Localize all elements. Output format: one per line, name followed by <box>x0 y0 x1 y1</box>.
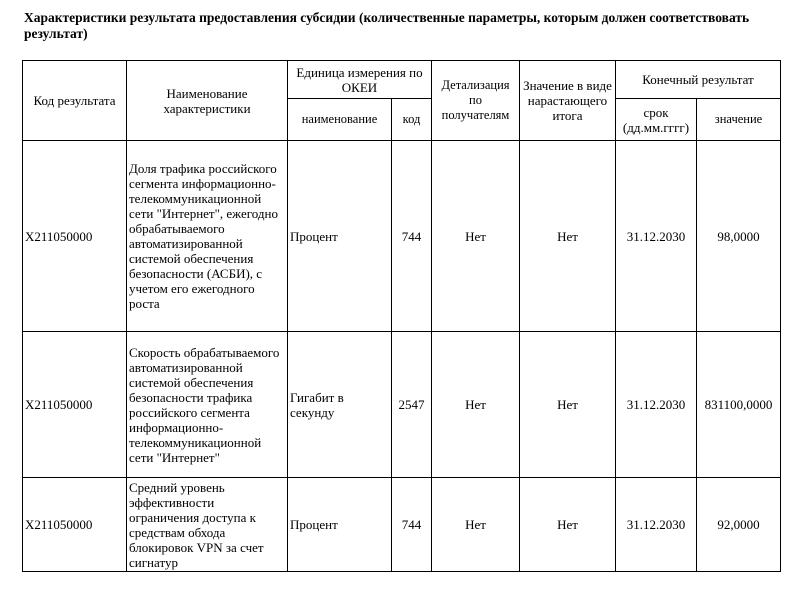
header-unit-name: наименование <box>288 99 392 141</box>
row-final-date: 31.12.2030 <box>616 478 697 572</box>
subsidy-results-table <box>22 60 781 572</box>
row-result-code: X211050000 <box>23 141 127 332</box>
table-row <box>23 141 781 332</box>
row-detail: Нет <box>432 332 520 478</box>
header-unit-code: код <box>392 99 432 141</box>
row-unit-code: 2547 <box>392 332 432 478</box>
header-final-value: значение <box>697 99 781 141</box>
row-final-value: 98,0000 <box>697 141 781 332</box>
row-final-value: 92,0000 <box>697 478 781 572</box>
row-characteristic-name: Средний уровень эффективности ограничения доступа к средствам обхода блокировок VPN за счет сигнатур <box>127 478 288 572</box>
row-final-date: 31.12.2030 <box>616 332 697 478</box>
row-unit-code: 744 <box>392 478 432 572</box>
row-detail: Нет <box>432 141 520 332</box>
row-result-code: X211050000 <box>23 478 127 572</box>
row-cumulative: Нет <box>520 478 616 572</box>
row-detail: Нет <box>432 478 520 572</box>
header-result-code: Код результата <box>23 61 127 141</box>
row-unit-code: 744 <box>392 141 432 332</box>
header-cumulative-value: Значение в виде нарастающего итога <box>520 61 616 141</box>
header-final-date: срок (дд.мм.гггг) <box>616 99 697 141</box>
row-unit-name: Процент <box>288 478 392 572</box>
header-final-result-group: Конечный результат <box>616 61 781 99</box>
header-characteristic-name: Наименование характеристики <box>127 61 288 141</box>
row-cumulative: Нет <box>520 332 616 478</box>
row-cumulative: Нет <box>520 141 616 332</box>
row-characteristic-name: Доля трафика российского сегмента информационно-телекоммуникационной сети "Интернет", ежегодно обрабатываемого автоматизированной системой обеспечения безопасности (АСБИ), с учетом его ежегодного роста <box>127 141 288 332</box>
document-title: Характеристики результата предоставления субсидии (количественные параметры, которым должен соответствовать результат) <box>24 10 750 41</box>
table-row <box>23 332 781 478</box>
header-detail-by-recipients: Детализация по получателям <box>432 61 520 141</box>
row-unit-name: Процент <box>288 141 392 332</box>
row-final-value: 831100,0000 <box>697 332 781 478</box>
row-characteristic-name: Скорость обрабатываемого автоматизированной системой обеспечения безопасности трафика российского сегмента информационно-телекоммуникационной сети "Интернет" <box>127 332 288 478</box>
row-unit-name: Гигабит в секунду <box>288 332 392 478</box>
row-result-code: X211050000 <box>23 332 127 478</box>
row-final-date: 31.12.2030 <box>616 141 697 332</box>
table-row <box>23 478 781 572</box>
header-unit-group: Единица измерения по ОКЕИ <box>288 61 432 99</box>
